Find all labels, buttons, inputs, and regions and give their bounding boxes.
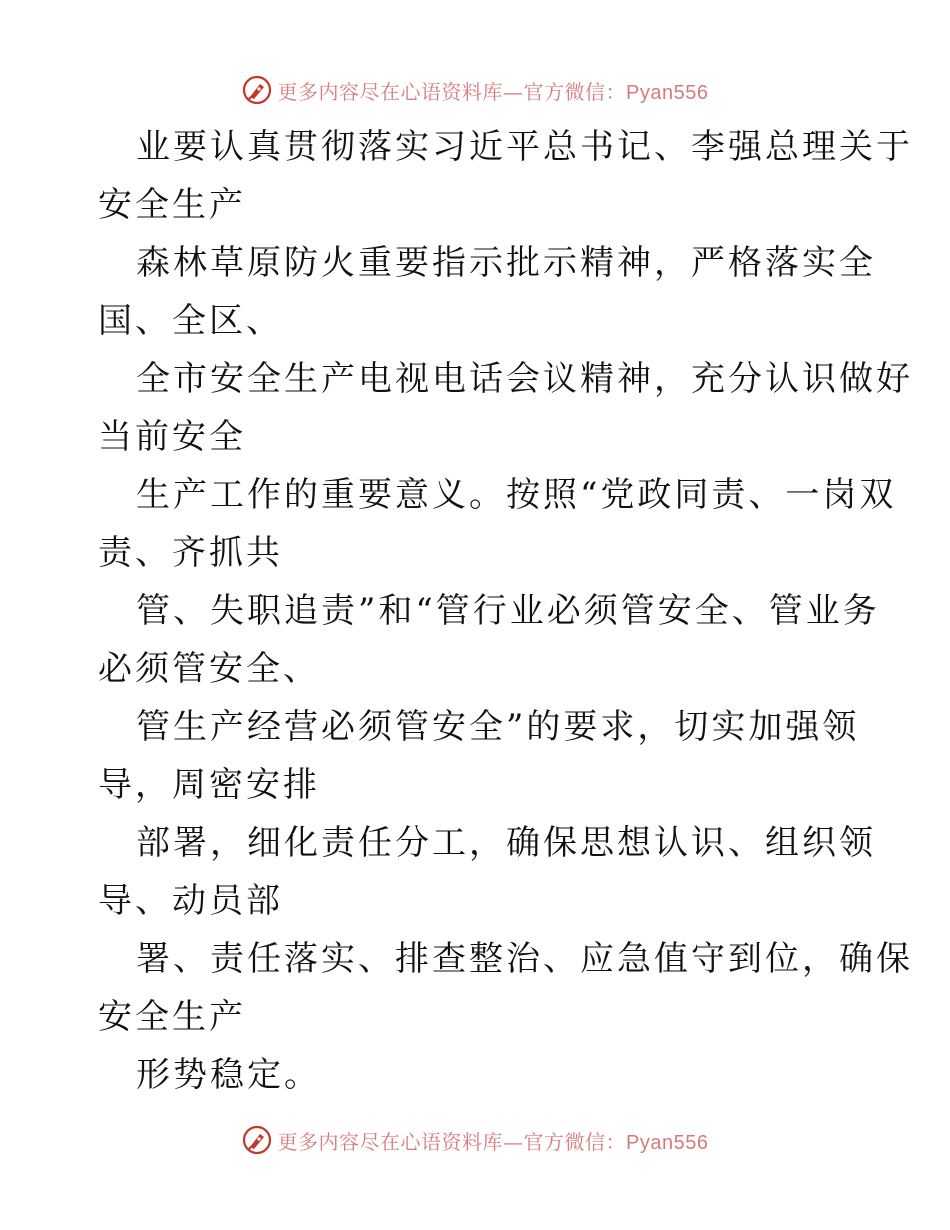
document-body xyxy=(98,118,913,1104)
header-watermark xyxy=(0,72,950,108)
body-line: 森林草原防火重要指示批示精神，严格落实全 xyxy=(136,243,876,283)
body-line: 生产工作的重要意义。按照“党政同责、一岗双 xyxy=(136,475,897,515)
body-line: 国、全区、 xyxy=(98,301,283,341)
body-line: 署、责任落实、排查整治、应急值守到位，确保 xyxy=(136,939,913,979)
body-line: 安全生产 xyxy=(98,997,246,1037)
body-line: 形势稳定。 xyxy=(136,1055,321,1095)
body-line: 管生产经营必须管安全”的要求，切实加强领 xyxy=(136,707,860,747)
watermark-handle: Pyan556 xyxy=(626,81,709,104)
body-line: 全市安全生产电视电话会议精神，充分认识做好 xyxy=(136,359,913,399)
watermark-text: 更多内容尽在心语资料库—官方微信：Pyan556 xyxy=(277,1129,709,1154)
pen-nib-circle-icon xyxy=(242,75,272,105)
body-line: 责、齐抓共 xyxy=(98,533,283,573)
body-line: 业要认真贯彻落实习近平总书记、李强总理关于 xyxy=(136,127,913,167)
body-line: 导，周密安排 xyxy=(98,765,320,805)
body-line: 必须管安全、 xyxy=(98,649,320,689)
footer-watermark xyxy=(0,1122,950,1158)
body-line: 管、失职追责”和“管行业必须管安全、管业务 xyxy=(136,591,880,631)
body-line: 安全生产 xyxy=(98,185,246,225)
body-line: 部署，细化责任分工，确保思想认识、组织领 xyxy=(136,823,876,863)
pen-nib-circle-icon xyxy=(242,1125,272,1155)
watermark-text: 更多内容尽在心语资料库—官方微信：Pyan556 xyxy=(277,79,709,104)
body-line: 导、动员部 xyxy=(98,881,283,921)
body-line: 当前安全 xyxy=(98,417,246,457)
watermark-handle: Pyan556 xyxy=(626,1131,709,1154)
